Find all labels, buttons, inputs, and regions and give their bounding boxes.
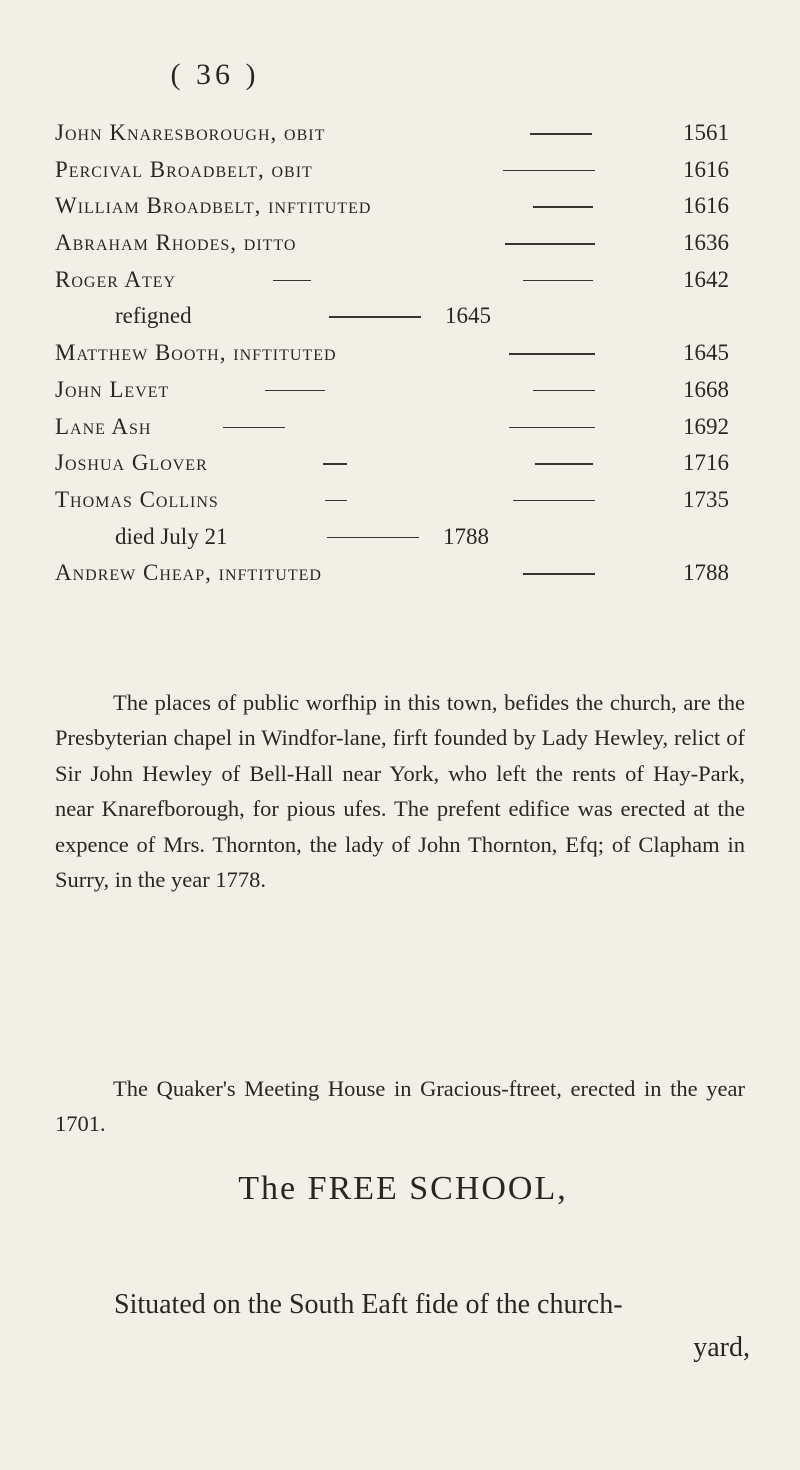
- dash-rule: [523, 573, 595, 575]
- dash-rule: [325, 500, 347, 502]
- entry-name: Andrew Cheap, inftituted: [55, 560, 322, 586]
- section-heading: The FREE SCHOOL,: [238, 1170, 568, 1207]
- entry-year: 1616: [683, 193, 729, 219]
- entry-year: 1616: [683, 156, 729, 182]
- entry-year: 1668: [683, 376, 729, 402]
- entry-year: 1645: [683, 340, 729, 366]
- entry-name: Lane Ash: [55, 413, 152, 439]
- dash-rule: [329, 316, 421, 318]
- list-item: [55, 335, 745, 372]
- list-item: [55, 262, 745, 299]
- list-item: [55, 188, 745, 225]
- dash-rule: [535, 463, 593, 465]
- entry-year: 1642: [683, 266, 729, 292]
- page-number: ( 36 ): [170, 58, 260, 91]
- dash-rule: [533, 206, 593, 208]
- entry-name: John Levet: [55, 376, 170, 402]
- entry-name: refigned: [115, 303, 192, 329]
- paragraph-school-line-2: yard,: [693, 1332, 750, 1363]
- entry-year: 1788: [443, 523, 489, 549]
- list-item: [55, 482, 745, 519]
- list-item: [55, 298, 745, 335]
- entry-name: Matthew Booth, inftituted: [55, 340, 337, 366]
- entry-name: John Knaresborough, obit: [55, 120, 326, 145]
- list-item: [55, 445, 745, 482]
- dash-rule: [223, 427, 285, 429]
- dash-rule: [509, 427, 595, 429]
- dash-rule: [509, 353, 595, 355]
- list-item: [55, 372, 745, 409]
- dash-rule: [533, 390, 595, 392]
- paragraph-quaker-meeting-house: The Quaker's Meeting House in Gracious-ftreet, erected in the year 1701.: [55, 1075, 745, 1136]
- list-item: [55, 225, 745, 262]
- entry-name: Roger Atey: [55, 266, 177, 292]
- dash-rule: [327, 537, 419, 539]
- list-item: [55, 115, 745, 152]
- entry-year: 1788: [683, 560, 729, 586]
- list-item: [55, 409, 745, 446]
- dash-rule: [323, 463, 347, 465]
- paragraph-school-location: [114, 1283, 750, 1369]
- paragraph-places-of-worship: The places of public worfhip in this town, befides the church, are the Presbyterian chapel in Windfor-lane, firft founded by Lady Hewley, relict of Sir John Hewley of Bell-Hall near York, who left the rents of Hay-Park, near Knarefborough, for pious ufes. The prefent edifice was erected at the expence of Mrs. Thornton, the lady of John Thornton, Efq; of Clapham in Surry, in the year 1778.: [55, 689, 745, 892]
- entry-year: 1636: [683, 230, 729, 256]
- dash-rule: [503, 170, 595, 172]
- list-item: [55, 555, 745, 592]
- entry-name: Percival Broadbelt, obit: [55, 156, 313, 182]
- entry-name: Thomas Collins: [55, 486, 219, 512]
- list-item: [55, 519, 745, 556]
- entry-name: Joshua Glover: [55, 450, 208, 476]
- entry-year: 1735: [683, 486, 729, 512]
- entry-name: William Broadbelt, inftituted: [55, 193, 372, 219]
- dash-rule: [273, 280, 311, 282]
- entry-year: 1561: [683, 120, 729, 145]
- entry-name: Abraham Rhodes, ditto: [55, 230, 297, 256]
- dash-rule: [505, 243, 595, 245]
- entry-year: 1645: [445, 303, 491, 329]
- entry-year: 1716: [683, 450, 729, 476]
- dash-rule: [530, 133, 592, 135]
- incumbent-list: [55, 115, 745, 592]
- paragraph-school-line-1: Situated on the South Eaft fide of the church-: [114, 1289, 623, 1320]
- dash-rule: [265, 390, 325, 392]
- dash-rule: [513, 500, 595, 502]
- list-item: [55, 152, 745, 189]
- entry-year: 1692: [683, 413, 729, 439]
- dash-rule: [523, 280, 593, 282]
- entry-name: died July 21: [115, 523, 228, 549]
